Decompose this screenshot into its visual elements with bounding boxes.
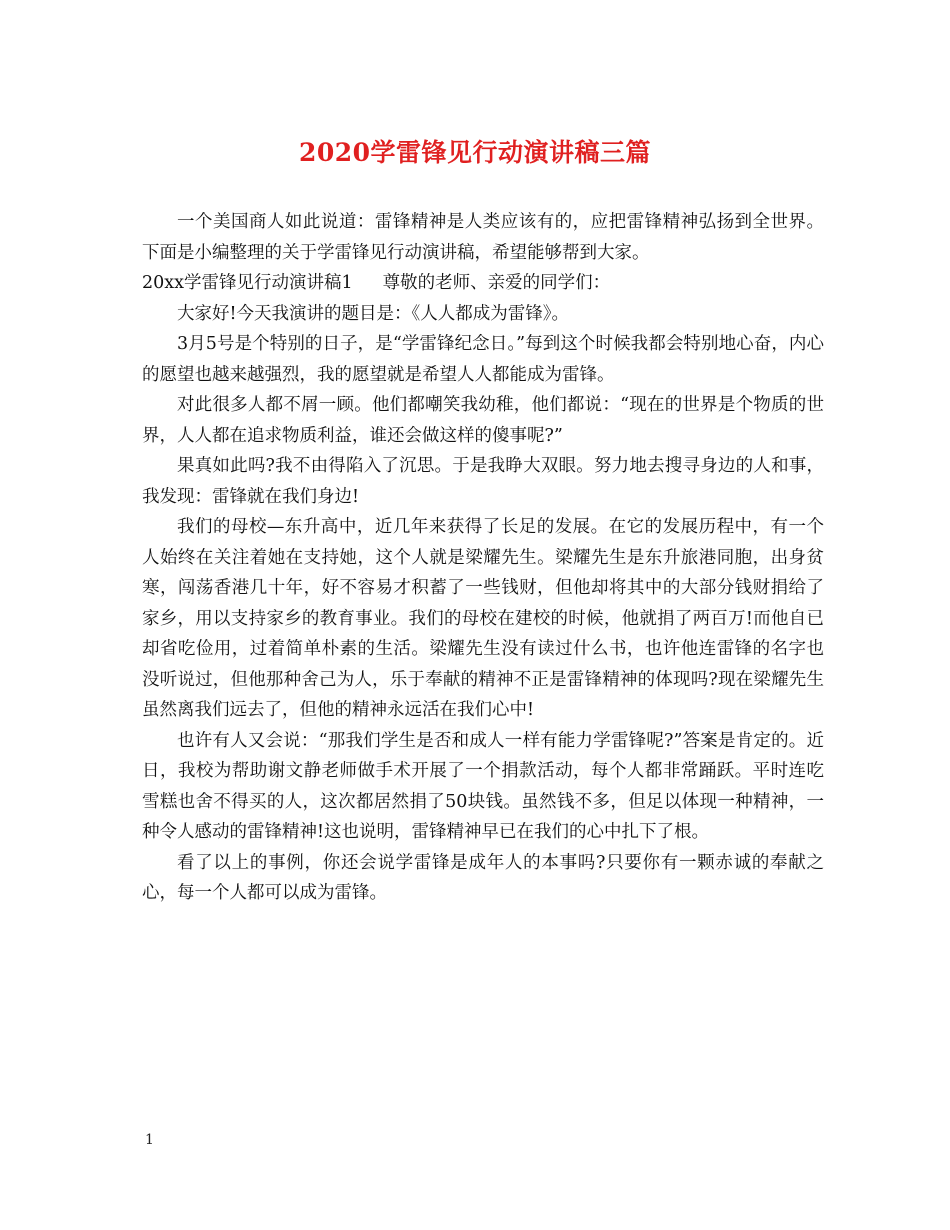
- paragraph-conclusion: 看了以上的事例，你还会说学雷锋是成年人的本事吗?只要你有一颗赤诚的奉献之心，每一个人都可以成为雷锋。: [142, 852, 824, 903]
- paragraph-liang-yao: 我们的母校—东升高中，近几年来获得了长足的发展。在它的发展历程中，有一个人始终在关注着她在支持她，这个人就是梁耀先生。梁耀先生是东升旅港同胞，出身贫寒，闯荡香港几十年，好不容易才积蓄了一些钱财，但他却将其中的大部分钱财捐给了家乡，用以支持家乡的教育事业。我们的母校在建校的时候，他就捐了两百万!而他自已却省吃俭用，过着简单朴素的生活。梁耀先生没有读过什么书，也许他连雷锋的名字也没听说过，但他那种舍己为人，乐于奉献的精神不正是雷锋精神的体现吗?现在梁耀先生虽然离我们远去了，但他的精神永远活在我们心中!: [142, 517, 824, 720]
- paragraph-doubters: 对此很多人都不屑一顾。他们都嘲笑我幼稚，他们都说：“现在的世界是个物质的世界，人人都在追求物质利益，谁还会做这样的傻事呢?”: [142, 395, 824, 446]
- document-body: [142, 207, 824, 909]
- paragraph-intro: 一个美国商人如此说道：雷锋精神是人类应该有的，应把雷锋精神弘扬到全世界。下面是小编整理的关于学雷锋见行动演讲稿，希望能够帮到大家。: [142, 212, 824, 263]
- paragraph-reflection: 果真如此吗?我不由得陷入了沉思。于是我睁大双眼。努力地去搜寻身边的人和事，我发现：雷锋就在我们身边!: [142, 456, 824, 507]
- speech-heading: 20xx学雷锋见行动演讲稿1: [142, 273, 353, 293]
- document-title: 2020学雷锋见行动演讲稿三篇: [298, 138, 652, 167]
- salutation: 尊敬的老师、亲爱的同学们：: [382, 273, 611, 293]
- page-number: 1: [145, 1132, 154, 1148]
- paragraph-march-5: 3月5号是个特别的日子，是“学雷锋纪念日。”每到这个时候我都会特别地心奋，内心的愿望也越来越强烈，我的愿望就是希望人人都能成为雷锋。: [142, 334, 824, 385]
- paragraph-greeting: 大家好!今天我演讲的题目是：《人人都成为雷锋》。: [177, 303, 570, 324]
- paragraph-students: 也许有人又会说：“那我们学生是否和成人一样有能力学雷锋呢?”答案是肯定的。近日，我校为帮助谢文静老师做手术开展了一个捐款活动，每个人都非常踊跃。平时连吃雪糕也舍不得买的人，这次都居然捐了50块钱。虽然钱不多，但足以体现一种精神，一种令人感动的雷锋精神!这也说明，雷锋精神早已在我们的心中扎下了根。: [142, 730, 824, 842]
- speech-heading-line: [142, 268, 824, 299]
